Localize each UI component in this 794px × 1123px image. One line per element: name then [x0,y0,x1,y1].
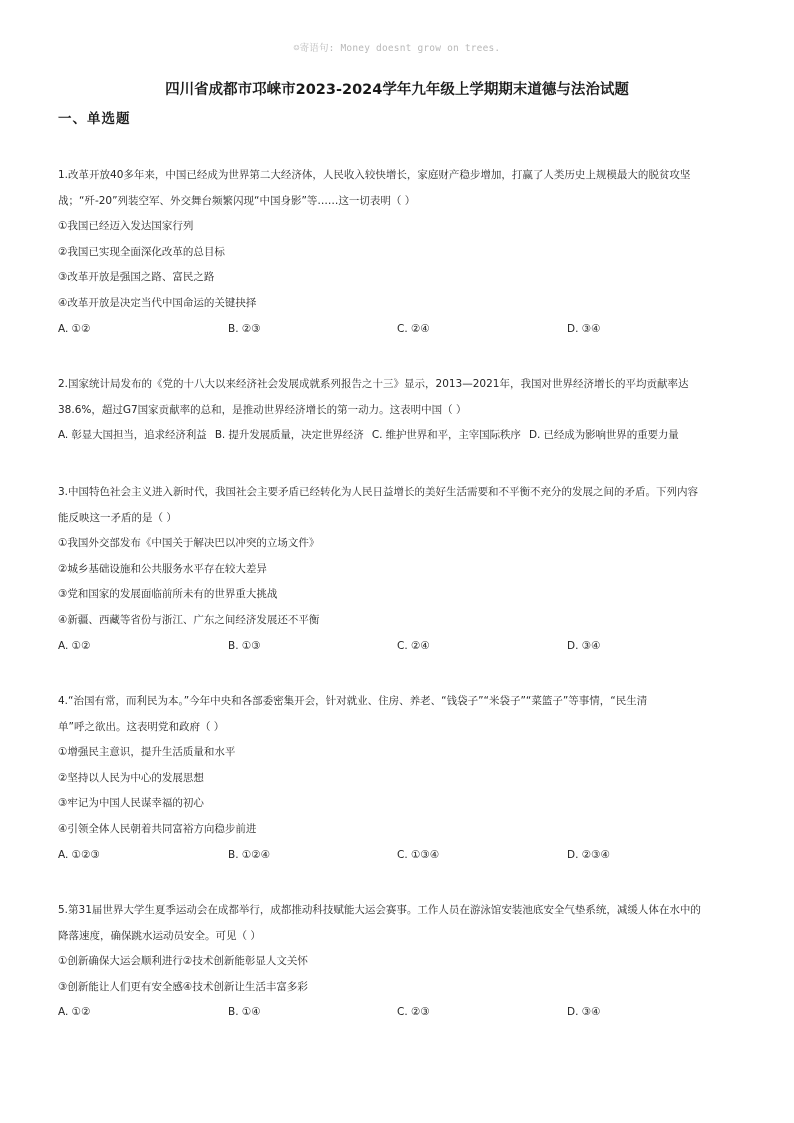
question-stem: 能反映这一矛盾的是（ ） [58,511,177,524]
question-stem: 4.“治国有常，而利民为本。”今年中央和各部委密集开会，针对就业、住房、养老、“钱袋子”“米袋子”“菜篮子”等事情，“民生清 [58,695,648,707]
option-a[interactable]: A. ①② [58,1006,91,1019]
statement-4: ④引领全体人民朝着共同富裕方向稳步前进 [58,822,257,835]
statement-3-4: ③创新能让人们更有安全感④技术创新让生活丰富多彩 [58,980,308,993]
statement-2: ②坚持以人民为中心的发展思想 [58,771,204,784]
option-c[interactable]: C. ②④ [397,322,430,335]
option-a[interactable]: A. ①② [58,322,91,335]
question-3 [58,480,738,659]
option-d[interactable]: D. ②③④ [567,848,610,861]
option-c[interactable]: C. 维护世界和平，主宰国际秩序 [371,429,521,442]
option-d[interactable]: D. ③④ [567,639,601,652]
option-b[interactable]: B. ①③ [228,639,261,652]
answer-options [58,423,738,449]
option-d[interactable]: D. ③④ [567,1006,601,1019]
option-a[interactable]: A. ①② [58,639,91,652]
statement-1: ①我国已经迈入发达国家行列 [58,220,194,233]
question-2 [58,372,738,449]
question-4 [58,689,738,868]
statement-1-2: ①创新确保大运会顺利进行②技术创新能彰显人文关怀 [58,955,308,968]
option-b[interactable]: B. ②③ [228,322,261,335]
question-stem: 降落速度，确保跳水运动员安全。可见（ ） [58,929,261,942]
statement-2: ②城乡基础设施和公共服务水平存在较大差异 [58,562,267,575]
section-heading: 一、单选题 [58,111,131,127]
question-stem: 单”呼之欲出。这表明党和政府（ ） [58,720,225,733]
option-a[interactable]: A. ①②③ [58,848,100,861]
statement-1: ①我国外交部发布《中国关于解决巴以冲突的立场文件》 [58,537,320,550]
page-title: 四川省成都市邛崃市2023-2024学年九年级上学期期末道德与法治试题 [165,82,629,98]
question-stem: 战；“歼-20”列装空军、外交舞台频繁闪现“中国身影”等……这一切表明（ ） [58,194,416,207]
question-stem: 3.中国特色社会主义进入新时代，我国社会主要矛盾已经转化为人民日益增长的美好生活需要和不平衡不充分的发展之间的矛盾。下列内容 [58,486,699,498]
answer-options [58,317,738,343]
option-b[interactable]: B. ①④ [228,1006,261,1019]
statement-4: ④改革开放是决定当代中国命运的关键抉择 [58,296,257,309]
statement-4: ④新疆、西藏等省份与浙江、广东之间经济发展还不平衡 [58,613,320,626]
answer-options [58,1000,738,1026]
statement-3: ③党和国家的发展面临前所未有的世界重大挑战 [58,588,278,601]
question-5 [58,898,738,1026]
answer-options [58,634,738,660]
answer-options [58,843,738,869]
option-b[interactable]: B. ①②④ [228,848,271,861]
statement-2: ②我国已实现全面深化改革的总目标 [58,245,225,258]
question-stem: 38.6%，超过G7国家贡献率的总和，是推动世界经济增长的第一动力。这表明中国（ ） [58,403,467,416]
statement-3: ③牢记为中国人民谋幸福的初心 [58,797,204,810]
question-stem: 1.改革开放40多年来，中国已经成为世界第二大经济体，人民收入较快增长，家庭财产稳步增加，打赢了人类历史上规模最大的脱贫攻坚 [58,169,691,181]
option-d[interactable]: D. ③④ [567,322,601,335]
statement-1: ①增强民主意识，提升生活质量和水平 [58,746,236,759]
watermark: ☺寄语句: Money doesnt grow on trees. [293,43,501,54]
statement-3: ③改革开放是强国之路、富民之路 [58,271,215,284]
question-stem: 5.第31届世界大学生夏季运动会在成都举行，成都推动科技赋能大运会赛事。工作人员在游泳馆安装池底安全气垫系统，减缓人体在水中的 [58,904,701,916]
option-c[interactable]: C. ②③ [397,1006,430,1019]
question-stem: 2.国家统计局发布的《党的十八大以来经济社会发展成就系列报告之十三》显示，2013—2021年，我国对世界经济增长的平均贡献率达 [58,378,689,390]
option-d[interactable]: D. 已经成为影响世界的重要力量 [529,429,679,442]
option-a[interactable]: A. 彰显大国担当，追求经济利益 [58,429,207,442]
option-b[interactable]: B. 提升发展质量，决定世界经济 [214,429,364,442]
option-c[interactable]: C. ①③④ [397,848,440,861]
question-1 [58,163,738,342]
option-c[interactable]: C. ②④ [397,639,430,652]
